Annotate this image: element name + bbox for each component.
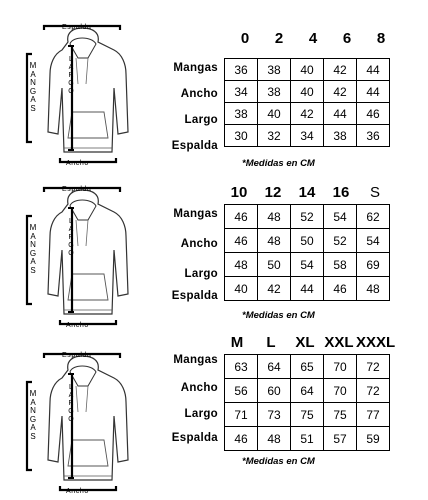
table-cell: 32 xyxy=(258,125,291,147)
row-label-ancho: Ancho xyxy=(180,382,218,394)
mangas-letter: A xyxy=(30,397,36,407)
mangas-letter: S xyxy=(30,431,36,441)
mangas-letter: A xyxy=(30,95,36,105)
mangas-letter: N xyxy=(30,406,36,416)
table-cell: 60 xyxy=(258,379,291,403)
size-label: L xyxy=(266,334,276,351)
table-cell: 48 xyxy=(258,427,291,451)
table-row xyxy=(225,125,390,147)
size-label: 12 xyxy=(264,184,282,201)
mangas-vertical-label xyxy=(28,224,38,276)
espalda-label: Espalda xyxy=(62,352,92,359)
table-cell: 64 xyxy=(291,379,324,403)
espalda-label: Espalda xyxy=(62,24,92,31)
mangas-letter: N xyxy=(30,240,36,250)
table-cell: 62 xyxy=(357,205,390,229)
mangas-letter: S xyxy=(30,265,36,275)
largo-letter: G xyxy=(68,242,74,249)
size-label: 10 xyxy=(230,184,248,201)
mangas-letter: A xyxy=(30,423,36,433)
table-cell: 44 xyxy=(324,103,357,125)
table-cell: 71 xyxy=(225,403,258,427)
table-cell: 38 xyxy=(324,125,357,147)
size-label: XXXL xyxy=(356,334,396,351)
size-label: 6 xyxy=(342,30,352,47)
table-cell: 75 xyxy=(324,403,357,427)
table-cell: 36 xyxy=(357,125,390,147)
table-cell: 38 xyxy=(258,59,291,81)
row-label-mangas: Mangas xyxy=(173,62,218,74)
table-row xyxy=(225,103,390,125)
table-cell: 40 xyxy=(291,81,324,103)
mangas-vertical-label xyxy=(28,62,38,114)
table-cell: 34 xyxy=(225,81,258,103)
measurement-table xyxy=(224,58,390,147)
row-label-ancho: Ancho xyxy=(180,238,218,250)
table-cell: 30 xyxy=(225,125,258,147)
largo-vertical-label xyxy=(66,218,76,258)
table-cell: 72 xyxy=(357,355,390,379)
table-cell: 46 xyxy=(324,277,357,301)
table-cell: 50 xyxy=(291,229,324,253)
table-cell: 51 xyxy=(291,427,324,451)
table-cell: 70 xyxy=(324,379,357,403)
table-cell: 57 xyxy=(324,427,357,451)
largo-letter: R xyxy=(68,234,74,241)
table-row xyxy=(225,379,390,403)
size-chart-section xyxy=(0,0,428,169)
table-cell: 75 xyxy=(291,403,324,427)
table-row xyxy=(225,59,390,81)
mangas-letter: A xyxy=(30,69,36,79)
largo-letter: O xyxy=(68,250,74,257)
table-cell: 40 xyxy=(291,59,324,81)
mangas-letter: A xyxy=(30,231,36,241)
size-label: XXL xyxy=(324,334,354,351)
size-label: 16 xyxy=(332,184,350,201)
size-label: S xyxy=(369,184,380,201)
table-cell: 58 xyxy=(324,253,357,277)
table-cell: 48 xyxy=(258,229,291,253)
row-label-ancho: Ancho xyxy=(180,88,218,100)
table-row xyxy=(225,253,390,277)
largo-letter: A xyxy=(68,392,74,399)
table-row xyxy=(225,403,390,427)
table-cell: 42 xyxy=(291,103,324,125)
table-cell: 48 xyxy=(225,253,258,277)
largo-vertical-label xyxy=(66,384,76,424)
table-cell: 46 xyxy=(225,229,258,253)
mangas-letter: A xyxy=(30,257,36,267)
table-row xyxy=(225,229,390,253)
largo-letter: A xyxy=(68,64,74,71)
largo-letter: L xyxy=(69,56,73,63)
table-cell: 48 xyxy=(357,277,390,301)
size-label: 4 xyxy=(308,30,318,47)
units-note: *Medidas en CM xyxy=(242,310,315,321)
mangas-letter: G xyxy=(29,248,37,258)
table-cell: 34 xyxy=(291,125,324,147)
ancho-label: Ancho xyxy=(66,160,89,167)
table-cell: 69 xyxy=(357,253,390,277)
ancho-label: Ancho xyxy=(66,322,89,329)
table-row xyxy=(225,355,390,379)
measurement-table xyxy=(224,204,390,301)
table-cell: 54 xyxy=(357,229,390,253)
mangas-letter: M xyxy=(29,389,37,398)
mangas-letter: S xyxy=(30,103,36,113)
table-cell: 44 xyxy=(357,59,390,81)
largo-letter: A xyxy=(68,226,74,233)
row-label-mangas: Mangas xyxy=(173,354,218,366)
table-row xyxy=(225,277,390,301)
largo-letter: G xyxy=(68,408,74,415)
mangas-letter: G xyxy=(29,414,37,424)
table-row xyxy=(225,205,390,229)
table-cell: 54 xyxy=(291,253,324,277)
table-cell: 40 xyxy=(258,103,291,125)
table-cell: 54 xyxy=(324,205,357,229)
size-label: 0 xyxy=(240,30,250,47)
table-cell: 42 xyxy=(324,59,357,81)
table-cell: 44 xyxy=(291,277,324,301)
size-header-row xyxy=(228,30,398,47)
row-label-espalda: Espalda xyxy=(171,140,218,152)
table-cell: 77 xyxy=(357,403,390,427)
table-cell: 63 xyxy=(225,355,258,379)
table-cell: 59 xyxy=(357,427,390,451)
largo-letter: L xyxy=(69,384,73,391)
table-cell: 38 xyxy=(225,103,258,125)
table-cell: 36 xyxy=(225,59,258,81)
table-cell: 46 xyxy=(225,205,258,229)
table-cell: 70 xyxy=(324,355,357,379)
largo-letter: O xyxy=(68,88,74,95)
table-cell: 44 xyxy=(357,81,390,103)
size-label: 2 xyxy=(274,30,284,47)
largo-letter: R xyxy=(68,400,74,407)
largo-letter: O xyxy=(68,416,74,423)
table-cell: 50 xyxy=(258,253,291,277)
size-chart-section xyxy=(0,328,428,495)
units-note: *Medidas en CM xyxy=(242,456,315,467)
table-cell: 52 xyxy=(324,229,357,253)
table-cell: 72 xyxy=(357,379,390,403)
largo-vertical-label xyxy=(66,56,76,96)
table-cell: 42 xyxy=(324,81,357,103)
table-cell: 73 xyxy=(258,403,291,427)
measurement-table xyxy=(224,354,390,451)
size-chart-section xyxy=(0,162,428,329)
row-label-mangas: Mangas xyxy=(173,208,218,220)
ancho-label: Ancho xyxy=(66,488,89,495)
row-label-largo: Largo xyxy=(184,114,218,126)
table-cell: 64 xyxy=(258,355,291,379)
row-label-espalda: Espalda xyxy=(171,432,218,444)
size-label: 14 xyxy=(298,184,316,201)
units-note: *Medidas en CM xyxy=(242,158,315,169)
table-cell: 42 xyxy=(258,277,291,301)
table-cell: 52 xyxy=(291,205,324,229)
largo-letter: L xyxy=(69,218,73,225)
row-label-espalda: Espalda xyxy=(171,290,218,302)
largo-letter: G xyxy=(68,80,74,87)
size-label: M xyxy=(230,334,244,351)
table-cell: 56 xyxy=(225,379,258,403)
table-cell: 46 xyxy=(357,103,390,125)
table-row xyxy=(225,427,390,451)
row-label-largo: Largo xyxy=(184,268,218,280)
table-cell: 40 xyxy=(225,277,258,301)
mangas-vertical-label xyxy=(28,390,38,442)
table-cell: 65 xyxy=(291,355,324,379)
mangas-letter: M xyxy=(29,61,37,70)
table-cell: 38 xyxy=(258,81,291,103)
table-row xyxy=(225,81,390,103)
largo-letter: R xyxy=(68,72,74,79)
size-header-row xyxy=(222,184,392,201)
size-label: 8 xyxy=(376,30,386,47)
mangas-letter: M xyxy=(29,223,37,232)
row-label-largo: Largo xyxy=(184,408,218,420)
size-label: XL xyxy=(295,334,315,351)
mangas-letter: N xyxy=(30,78,36,88)
mangas-letter: G xyxy=(29,86,37,96)
size-header-row xyxy=(220,334,396,351)
table-cell: 46 xyxy=(225,427,258,451)
table-cell: 48 xyxy=(258,205,291,229)
espalda-label: Espalda xyxy=(62,186,92,193)
